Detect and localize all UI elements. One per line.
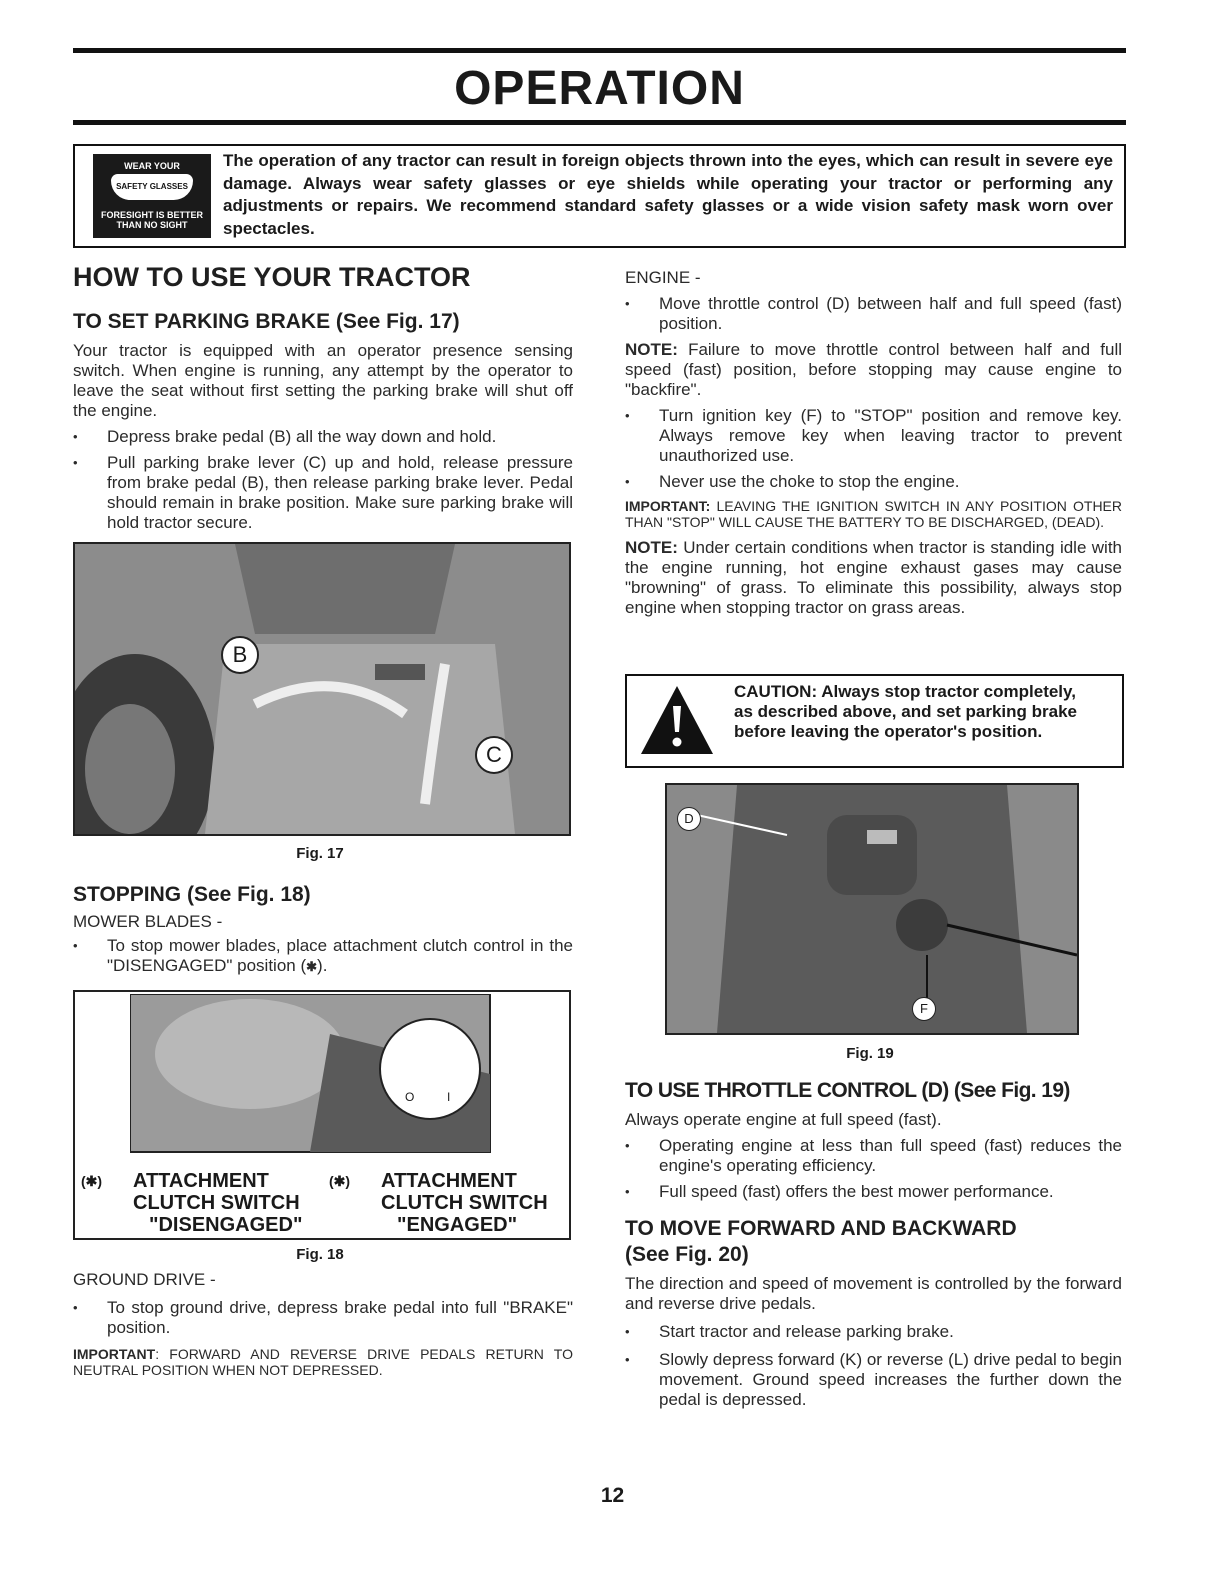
mower-bullet-text: To stop mower blades, place attachment clutch control in the "DISENGAGED" position ( [107, 936, 573, 975]
important-text-left: : FORWARD AND REVERSE DRIVE PEDALS RETURN TO NEUTRAL POSITION WHEN NOT DEPRESSED. [73, 1346, 573, 1378]
left-column [73, 262, 573, 533]
note-1 [625, 340, 1122, 400]
important-text-right: LEAVING THE IGNITION SWITCH IN ANY POSITION OTHER THAN "STOP" WILL CAUSE THE BATTERY TO BE DISCHARGED, (DEAD). [625, 498, 1122, 530]
throttle-heading: TO USE THROTTLE CONTROL (D) (See Fig. 19) [625, 1079, 1070, 1102]
clutch-engaged-symbol: (✱) [329, 1173, 351, 1189]
figure-18-caption: Fig. 18 [296, 1246, 344, 1263]
important-note-right [625, 498, 1122, 530]
important-label-right: IMPORTANT: [625, 498, 711, 514]
parking-brake-heading: TO SET PARKING BRAKE (See Fig. 17) [73, 310, 460, 333]
figure-19-caption: Fig. 19 [846, 1045, 894, 1062]
clutch-switch-illustration [130, 994, 571, 1154]
move-heading-line-2: (See Fig. 20) [625, 1243, 749, 1266]
icon-text-middle: SAFETY GLASSES [111, 174, 193, 200]
right-column [625, 268, 1122, 618]
engine-bullet-1: • Move throttle control (D) between half and full speed (fast) position. [625, 294, 1122, 334]
figure-17-image [73, 542, 571, 836]
throttle-paragraph: Always operate engine at full speed (fast). [625, 1110, 942, 1129]
engaged-line-2: CLUTCH SWITCH [381, 1192, 548, 1214]
icon-text-bottom [93, 210, 211, 230]
switch-o-label: O [405, 1090, 415, 1104]
stopping-heading: STOPPING (See Fig. 18) [73, 883, 311, 906]
icon-text-bottom-1: FORESIGHT IS BETTER [100, 210, 203, 220]
engaged-line-1: ATTACHMENT [381, 1170, 517, 1192]
stopping-section [73, 882, 573, 977]
clutch-disengaged-icon: ✱ [306, 959, 318, 974]
ground-bullet-1: • To stop ground drive, depress brake pedal into full "BRAKE" position. [73, 1298, 573, 1338]
ground-drive-section [73, 1270, 573, 1378]
figure-19-image [665, 783, 1079, 1035]
note-1-text: Failure to move throttle control between half and full speed (fast) position, before stopping may cause engine to "backfire". [625, 340, 1122, 399]
note-1-label: NOTE: [625, 340, 678, 359]
callout-f: F [912, 997, 936, 1021]
move-bullet-2: • Slowly depress forward (K) or reverse (L) drive pedal to begin movement. Ground speed increases the further down the pedal is depressed. [625, 1350, 1122, 1410]
disengaged-label [81, 1170, 302, 1236]
move-paragraph: The direction and speed of movement is controlled by the forward and reverse drive pedals. [625, 1274, 1122, 1313]
important-label-left: IMPORTANT [73, 1346, 156, 1362]
engine-bullet-3: • Never use the choke to stop the engine. [625, 472, 1122, 492]
move-bullet-1: • Start tractor and release parking brake. [625, 1322, 1122, 1342]
parking-bullet-2: • Pull parking brake lever (C) up and hold, release pressure from brake pedal (B), then release parking brake lever. Pedal should remain in brake position. Make sure parking brake will hold tractor secure. [73, 453, 573, 533]
disengaged-line-3: "DISENGAGED" [149, 1214, 303, 1236]
safety-glasses-warning [73, 144, 1126, 248]
safety-glasses-icon [93, 154, 211, 238]
engaged-line-3: "ENGAGED" [397, 1214, 518, 1236]
section-heading: HOW TO USE YOUR TRACTOR [73, 262, 471, 292]
throttle-section [625, 1078, 1122, 1410]
mower-blades-label: MOWER BLADES - [73, 912, 223, 931]
parking-brake-paragraph: Your tractor is equipped with an operator presence sensing switch. When engine is running, any attempt by the operator to leave the seat without first setting the parking brake will shut off the engine. [73, 341, 573, 420]
note-2-text: Under certain conditions when tractor is standing idle with the engine running, hot engine exhaust gases may cause "browning" of grass. To eliminate this possibility, always stop engine when stopping tractor on grass areas. [625, 538, 1122, 617]
ground-drive-label: GROUND DRIVE - [73, 1270, 216, 1289]
caution-text: CAUTION: Always stop tractor completely, as described above, and set parking brake before leaving the operator's position. [734, 682, 1077, 741]
brake-pedal-illustration [75, 544, 569, 834]
disengaged-line-1: ATTACHMENT [133, 1170, 269, 1192]
move-heading-line-1: TO MOVE FORWARD AND BACKWARD [625, 1217, 1017, 1240]
mower-bullet-1 [73, 936, 573, 977]
page-number: 12 [600, 1484, 625, 1507]
dashboard-illustration [667, 785, 1077, 1033]
icon-text-bottom-2: THAN NO SIGHT [116, 220, 188, 230]
mower-bullet-end: ). [317, 956, 328, 975]
important-note-left [73, 1346, 573, 1378]
caution-box [625, 674, 1124, 768]
engine-bullet-2: • Turn ignition key (F) to "STOP" position and remove key. Always remove key when leaving tractor to prevent unauthorized use. [625, 406, 1122, 466]
figure-18-image [73, 990, 571, 1240]
clutch-disengaged-symbol: (✱) [81, 1173, 103, 1189]
disengaged-line-2: CLUTCH SWITCH [133, 1192, 300, 1214]
figure-17-caption: Fig. 17 [296, 845, 344, 862]
throttle-bullet-2: • Full speed (fast) offers the best mower performance. [625, 1182, 1122, 1202]
throttle-bullet-1: • Operating engine at less than full speed (fast) reduces the engine's operating efficiency. [625, 1136, 1122, 1176]
move-heading [625, 1216, 1122, 1268]
callout-c: C [475, 736, 513, 774]
title-underline [73, 120, 1126, 125]
page-title: OPERATION [454, 62, 745, 115]
callout-b: B [221, 636, 259, 674]
warning-text: The operation of any tractor can result in foreign objects thrown into the eyes, which can result in severe eye damage. Always wear safety glasses or eye shields while operating your tractor or performing any adjustments or repairs. We recommend standard safety glasses or a wide vision safety mask worn over spectacles. [223, 151, 1113, 238]
callout-d: D [677, 807, 701, 831]
caution-triangle-icon [637, 680, 717, 760]
note-2-label: NOTE: [625, 538, 678, 557]
top-rule [73, 48, 1126, 53]
engaged-label [329, 1170, 548, 1236]
switch-i-label: I [447, 1090, 451, 1104]
icon-text-top: WEAR YOUR [124, 161, 180, 171]
engine-label: ENGINE - [625, 268, 701, 287]
note-2 [625, 538, 1122, 618]
parking-bullet-1: • Depress brake pedal (B) all the way down and hold. [73, 427, 573, 447]
